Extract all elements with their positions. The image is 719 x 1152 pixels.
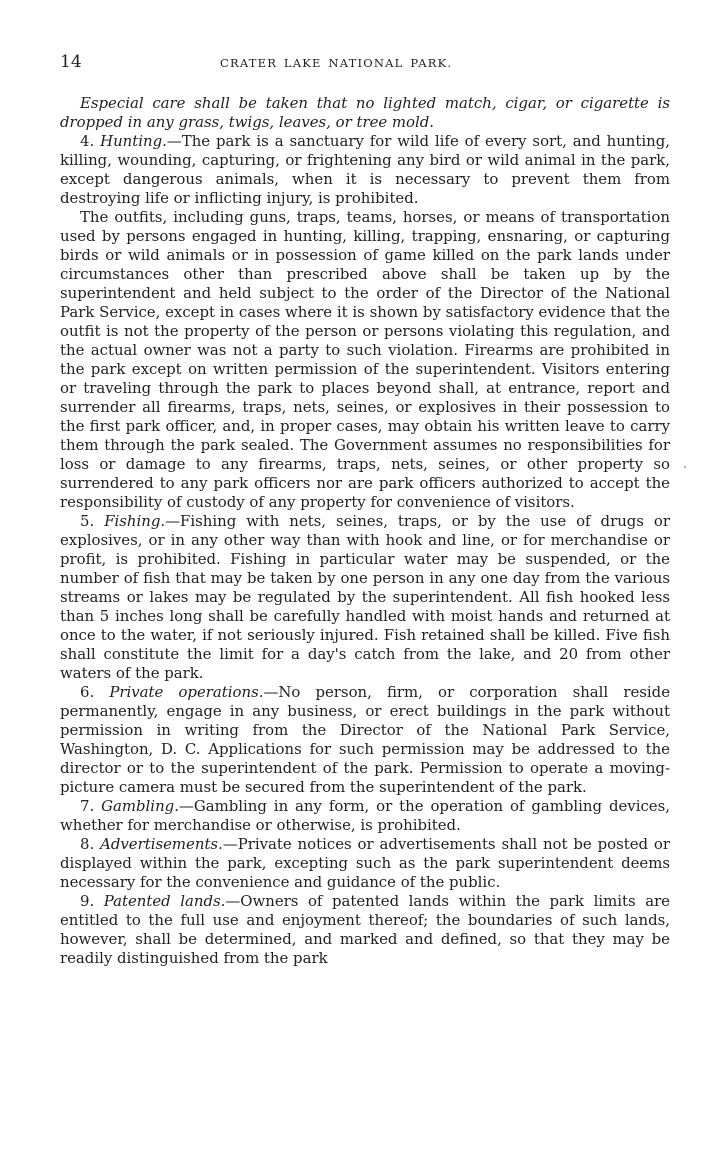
running-head — [60, 52, 670, 78]
section-fishing: 5. Fishing.—Fishing with nets, seines, traps, or by the use of drugs or explosives, or in any other way than with hook and line, or for merchandise or profit, is prohibited. Fishing in particular water may be suspended, or the number of fish that may be taken by one person in any one day from the various streams or lakes may be regulated by the superintendent. All fish hooked less than 5 inches long shall be carefully handled with moist hands and returned at once to the water, if not seriously injured. Fish retained shall be killed. Five fish shall constitute the limit for a day's catch from the lake, and 20 from other waters of the park. — [60, 512, 670, 682]
section-hunting-para-1: 4. Hunting.—The park is a sanctuary for wild life of every sort, and hunting, killing, wounding, capturing, or frightening any bird or wild animal in the park, except dangerous animals, when it is necessary to prevent them from destroying life or inflicting injury, is prohibited. — [60, 132, 670, 207]
section-number: 7. — [80, 797, 95, 815]
running-title: CRATER LAKE NATIONAL PARK. — [220, 56, 453, 70]
section-number: 6. — [80, 683, 95, 701]
section-patented-lands: 9. Patented lands.—Owners of patented lands within the park limits are entitled to the full use and enjoyment thereof; the boundaries of such lands, however, shall be determined, and marked and defined, so that they may be readily distinguished from the park — [60, 892, 670, 967]
page-body — [60, 94, 670, 968]
document-page — [60, 52, 670, 968]
section-text: No person, firm, or corporation shall reside permanently, engage in any business, or erect buildings in the park without permission in writing from the Director of the National Park Service, Washington, D. C. Applications for such permission may be addressed to the director or to the superintendent of the park. Permission to operate a moving-picture camera must be secured from the superintendent of the park. — [60, 683, 671, 796]
margin-speck — [684, 466, 686, 468]
section-text: Gambling in any form, or the operation of gambling devices, whether for merchandise or otherwise, is prohibited. — [60, 797, 670, 834]
section-text: Owners of patented lands within the park limits are entitled to the full use and enjoyment thereof; the boundaries of such lands, however, shall be determined, and marked and defined, so that they may be readily distinguished from the park — [60, 892, 670, 967]
section-number: 4. — [80, 132, 95, 150]
section-gambling: 7. Gambling.—Gambling in any form, or the operation of gambling devices, whether for merchandise or otherwise, is prohibited. — [60, 797, 670, 834]
section-heading-patented-lands: Patented lands. — [103, 892, 226, 910]
section-advertisements: 8. Advertisements.—Private notices or advertisements shall not be posted or displayed within the park, excepting such as the park superintendent deems necessary for the convenience and guidance of the public. — [60, 835, 670, 891]
section-text: Fishing with nets, seines, traps, or by the use of drugs or explosives, or in any other way than with hook and line, or for merchandise or profit, is prohibited. Fishing in particular water may be suspended, or the number of fish that may be taken by one person in any one day from the various streams or lakes may be regulated by the superintendent. All fish hooked less than 5 inches long shall be carefully handled with moist hands and returned at once to the water, if not seriously injured. Fish retained shall be killed. Five fish shall constitute the limit for a day's catch from the lake, and 20 from other waters of the park. — [60, 512, 670, 682]
section-heading-gambling: Gambling. — [101, 797, 179, 815]
section-number: 9. — [80, 892, 95, 910]
section-private-operations: 6. Private operations.—No person, firm, or corporation shall reside permanently, engage in any business, or erect buildings in the park without permission in writing from the Director of the National Park Service, Washington, D. C. Applications for such permission may be addressed to the director or to the superintendent of the park. Permission to operate a moving-picture camera must be secured from the superintendent of the park. — [60, 683, 671, 796]
section-text: Private notices or advertisements shall not be posted or displayed within the park, excepting such as the park superintendent deems necessary for the convenience and guidance of the public. — [60, 835, 670, 891]
fire-caution-note: Especial care shall be taken that no lighted match, cigar, or cigarette is dropped in any grass, twigs, leaves, or tree mold. — [60, 94, 670, 131]
section-heading-private-operations: Private operations. — [109, 683, 264, 701]
section-heading-fishing: Fishing. — [104, 512, 166, 530]
section-heading-hunting: Hunting. — [100, 132, 167, 150]
section-number: 5. — [80, 512, 95, 530]
section-heading-advertisements: Advertisements. — [100, 835, 223, 853]
section-text: The park is a sanctuary for wild life of every sort, and hunting, killing, wounding, capturing, or frightening any bird or wild animal in the park, except dangerous animals, when it is necessary to prevent them from destroying life or inflicting injury, is prohibited. — [60, 132, 670, 207]
section-number: 8. — [80, 835, 95, 853]
section-hunting-para-2: The outfits, including guns, traps, teams, horses, or means of transportation used by persons engaged in hunting, killing, trapping, ensnaring, or capturing birds or wild animals or in possession of game killed on the park lands under circumstances other than prescribed above shall be taken up by the superintendent and held subject to the order of the Director of the National Park Service, except in cases where it is shown by satisfactory evidence that the outfit is not the property of the person or persons violating this regulation, and the actual owner was not a party to such violation. Firearms are prohibited in the park except on written permission of the superintendent. Visitors entering or traveling through the park to places beyond shall, at entrance, report and surrender all firearms, traps, nets, seines, or explosives in their possession to the first park officer, and, in proper cases, may obtain his written leave to carry them through the park sealed. The Government assumes no responsibilities for loss or damage to any firearms, traps, nets, seines, or other property so surrendered to any park officers nor are park officers authorized to accept the responsibility of custody of any property for convenience of visitors. — [60, 208, 670, 511]
page-number: 14 — [60, 52, 82, 72]
